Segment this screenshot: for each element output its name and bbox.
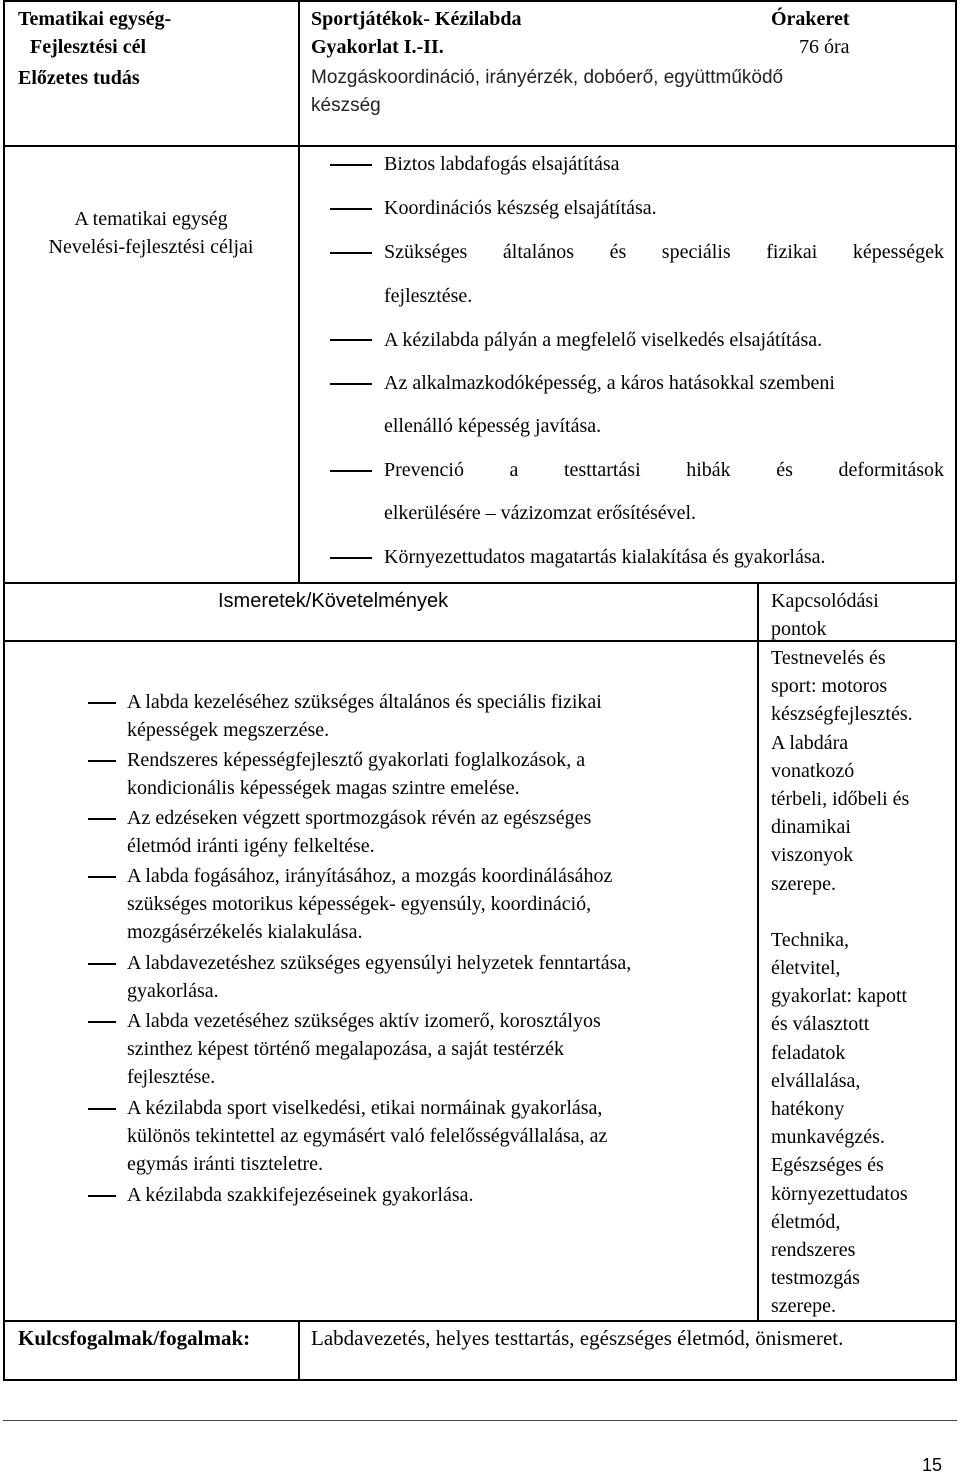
connections-line: munkavégzés. — [771, 1126, 885, 1149]
connections-line: térbeli, időbeli és — [771, 788, 910, 811]
knowledge-bullet-dash — [88, 1108, 116, 1110]
knowledge-item — [127, 1007, 747, 1091]
goal-bullet-dash — [330, 208, 372, 210]
knowledge-item — [127, 688, 747, 744]
goal-bullet-dash — [330, 557, 372, 559]
table-bottom-border — [3, 1379, 957, 1381]
connections-line: hatékony — [771, 1098, 845, 1121]
connections-line: Testnevelés és — [771, 647, 886, 669]
knowledge-item — [127, 804, 747, 860]
connections-line: vonatkozó — [771, 759, 855, 782]
connections-line: készségfejlesztés. — [771, 703, 913, 726]
goal-item: Szükséges általános és speciális fizikai képességek — [384, 241, 944, 263]
knowledge-item-line: életmód iránti igény felkeltése. — [127, 835, 375, 857]
knowledge-item — [127, 949, 747, 1005]
connections-line: és választott — [771, 1013, 870, 1036]
knowledge-item-line: fejlesztése. — [127, 1066, 216, 1088]
connections-line: rendszeres — [771, 1239, 856, 1262]
goal-item: Az alkalmazkodóképesség, a káros hatásokkal szembeni — [384, 372, 835, 394]
knowledge-item — [127, 1181, 747, 1209]
goal-bullet-dash — [330, 383, 372, 385]
goal-item: Környezettudatos magatartás kialakítása és gyakorlása. — [384, 546, 826, 568]
column-divider-top — [298, 0, 300, 582]
knowledge-bullet-dash — [88, 876, 116, 878]
knowledge-item-line: A labda kezeléséhez szükséges általános és speciális fizikai — [127, 691, 602, 713]
knowledge-item-line: A kézilabda sport viselkedési, etikai normáinak gyakorlása, — [127, 1097, 603, 1119]
prior-knowledge-text-line2: készség — [311, 95, 381, 116]
goal-item-continuation: elkerülésére – vázizomzat erősítésével. — [384, 502, 697, 524]
connections-text — [771, 644, 953, 1321]
knowledge-item-line: kondicionális képességek magas szintre emelése. — [127, 777, 520, 799]
knowledge-item-line: A labda vezetéséhez szükséges aktív izomerő, korosztályos — [127, 1010, 601, 1032]
connections-heading-line2: pontok — [771, 618, 827, 640]
knowledge-item-line: A kézilabda szakkifejezéseinek gyakorlása. — [127, 1184, 474, 1206]
page-number: 15 — [922, 1455, 943, 1475]
row-divider-goals — [3, 145, 957, 147]
connections-line: dinamikai — [771, 816, 851, 839]
knowledge-bullet-dash — [88, 1195, 116, 1197]
unit-label: Tematikai egység- — [18, 8, 172, 30]
goal-item: Biztos labdafogás elsajátítása — [384, 153, 620, 175]
knowledge-item-line: mozgásérzékelés kialakulása. — [127, 921, 363, 943]
knowledge-bullet-dash — [88, 760, 116, 762]
connections-line: környezettudatos — [771, 1182, 908, 1205]
table-right-border — [955, 0, 957, 1381]
knowledge-item-line: különös tekintettel az egymásért való felelősségvállalása, az — [127, 1125, 608, 1147]
goal-item-continuation: ellenálló képesség javítása. — [384, 415, 602, 437]
knowledge-item-line: Rendszeres képességfejlesztő gyakorlati foglalkozások, a — [127, 749, 586, 771]
connections-line: elvállalása, — [771, 1069, 861, 1092]
row-divider-knowledge — [3, 582, 957, 584]
connections-line: testmozgás — [771, 1267, 860, 1290]
knowledge-item-line: egymás iránti tiszteletre. — [127, 1153, 324, 1175]
connections-line: sport: motoros — [771, 675, 888, 698]
connections-line: gyakorlat: kapott — [771, 985, 908, 1008]
key-terms-text: Labdavezetés, helyes testtartás, egészséges életmód, önismeret. — [311, 1326, 844, 1350]
goal-item-continuation: fejlesztése. — [384, 285, 473, 307]
topic-title: Sportjátékok- Kézilabda — [311, 8, 522, 30]
prior-knowledge-text-line1: Mozgáskoordináció, irányérzék, dobóerő, együttműködő — [311, 67, 784, 88]
prior-knowledge-label: Előzetes tudás — [18, 67, 140, 89]
goal-item: Koordinációs készség elsajátítása. — [384, 197, 657, 219]
knowledge-heading: Ismeretek/Követelmények — [218, 590, 449, 612]
connections-line: Technika, — [771, 928, 850, 951]
column-divider-connections — [757, 582, 759, 1320]
goal-bullet-dash — [330, 252, 372, 254]
knowledge-item-line: szinthez képest történő megalapozása, a saját testérzék — [127, 1038, 565, 1060]
connections-line: szerepe. — [771, 872, 836, 895]
knowledge-item — [127, 862, 747, 946]
knowledge-item — [127, 1094, 747, 1178]
goal-bullet-dash — [330, 164, 372, 166]
knowledge-bullet-dash — [88, 963, 116, 965]
connections-line: életvitel, — [771, 957, 841, 980]
hours-label: Órakeret — [771, 8, 850, 30]
topic-subtitle: Gyakorlat I.-II. — [311, 36, 444, 58]
knowledge-item — [127, 746, 747, 802]
connections-line: szerepe. — [771, 1295, 836, 1318]
goals-label-line2: Nevelési-fejlesztési céljai — [48, 236, 254, 258]
knowledge-item-line: szükséges motorikus képességek- egyensúly, koordináció, — [127, 893, 592, 915]
knowledge-item-line: A labdavezetéshez szükséges egyensúlyi helyzetek fenntartása, — [127, 952, 632, 974]
knowledge-bullet-dash — [88, 1021, 116, 1023]
connections-line: A labdára — [771, 731, 849, 754]
key-terms-label: Kulcsfogalmak/fogalmak: — [18, 1326, 251, 1350]
goal-label: Fejlesztési cél — [30, 36, 147, 58]
connections-line: életmód, — [771, 1210, 841, 1233]
connections-line: Egészséges és — [771, 1154, 884, 1177]
goals-label-line1: A tematikai egység — [74, 208, 228, 230]
hours-value: 76 óra — [799, 36, 850, 58]
goal-item: Prevenció a testtartási hibák és deformitások — [384, 459, 944, 481]
goal-bullet-dash — [330, 470, 372, 472]
knowledge-bullet-dash — [88, 818, 116, 820]
connections-heading-line1: Kapcsolódási — [771, 590, 879, 612]
knowledge-bullet-dash — [88, 702, 116, 704]
knowledge-item-line: A labda fogásához, irányításához, a mozgás koordinálásához — [127, 865, 613, 887]
knowledge-item-line: Az edzéseken végzett sportmozgások révén az egészséges — [127, 807, 592, 829]
knowledge-item-line: képességek megszerzése. — [127, 719, 330, 741]
footer-rule — [3, 1420, 957, 1421]
goal-item: A kézilabda pályán a megfelelő viselkedés elsajátítása. — [384, 329, 823, 351]
goal-bullet-dash — [330, 339, 372, 341]
knowledge-item-line: gyakorlása. — [127, 980, 219, 1002]
table-top-border — [3, 0, 957, 2]
column-divider-keyterms — [298, 1320, 300, 1380]
connections-line: viszonyok — [771, 844, 854, 867]
connections-line: feladatok — [771, 1041, 846, 1064]
